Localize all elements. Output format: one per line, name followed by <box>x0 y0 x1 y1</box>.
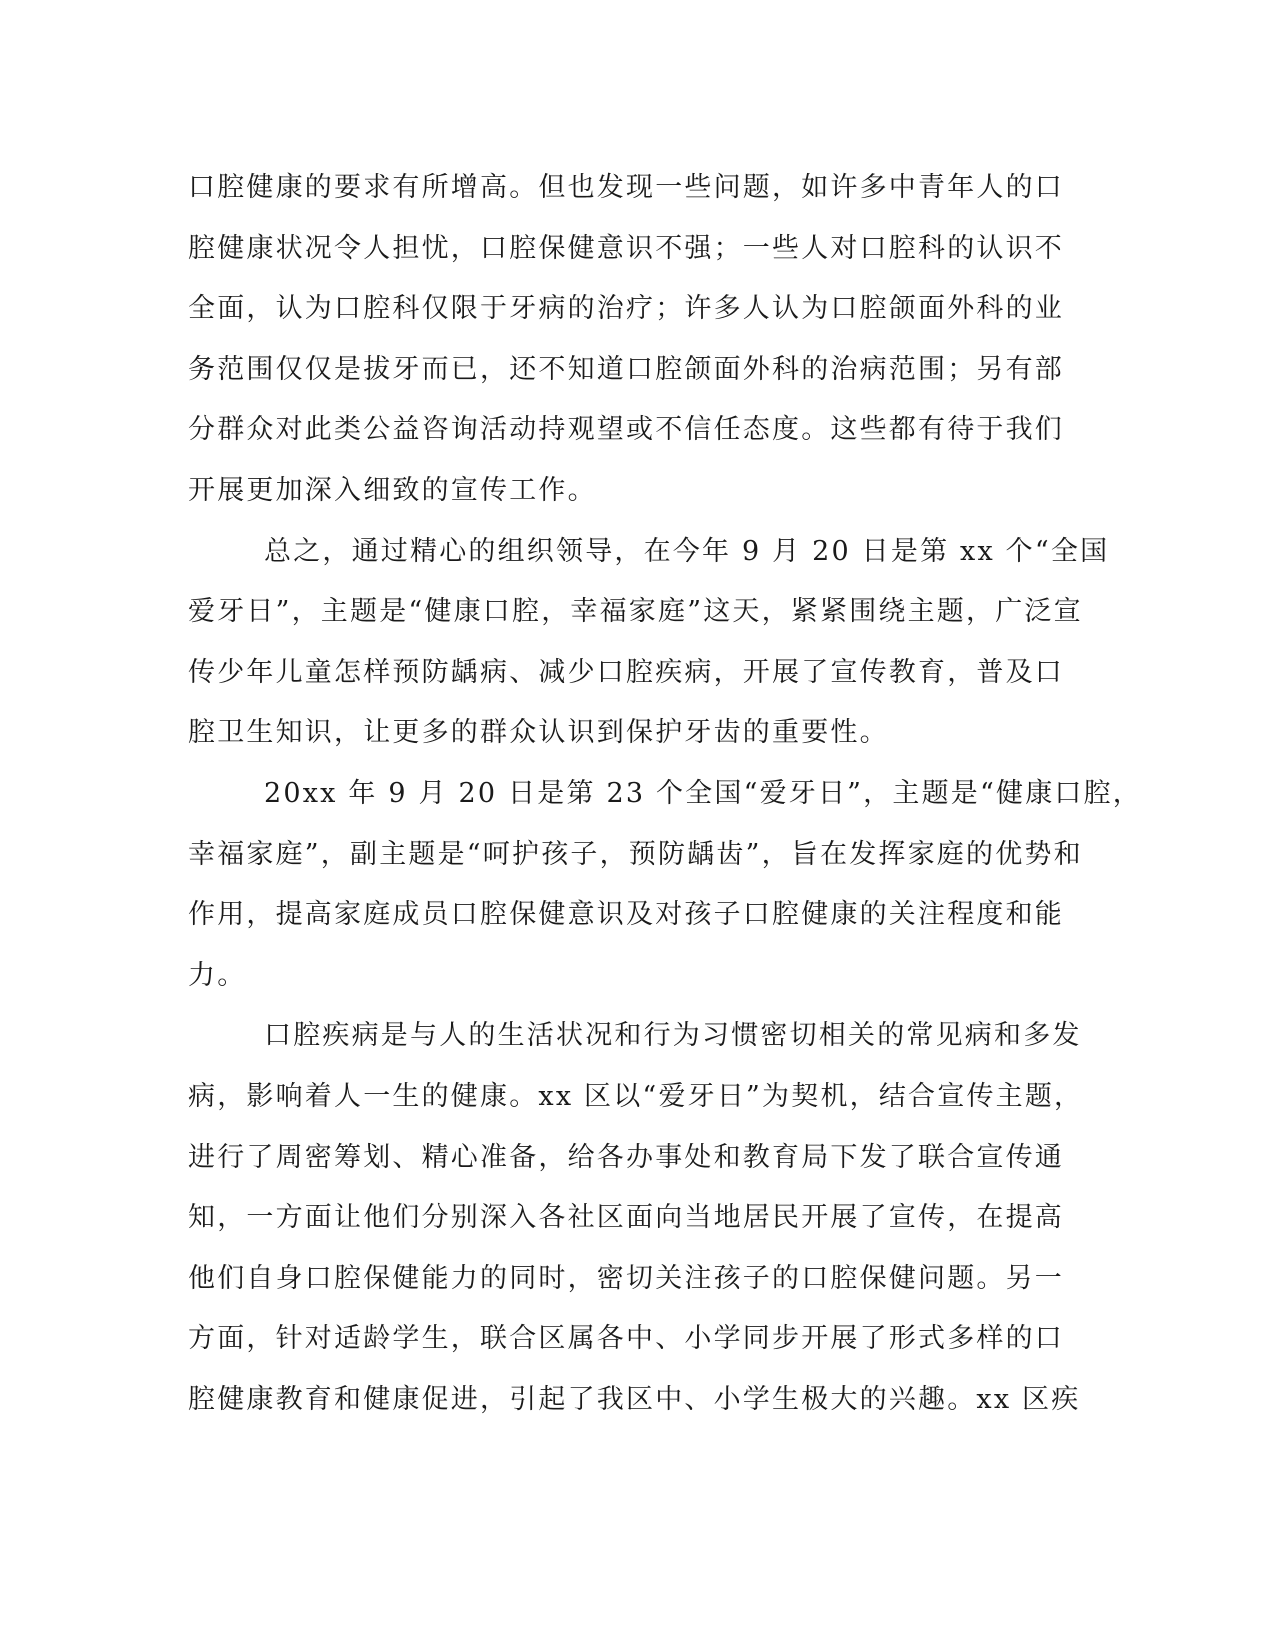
text-line: 全面，认为口腔科仅限于牙病的治疗；许多人认为口腔颌面外科的业 <box>188 293 1064 325</box>
text-line: 病，影响着人一生的健康。xx 区以“爱牙日”为契机，结合宣传主题， <box>188 1080 1084 1112</box>
text-line: 分群众对此类公益咨询活动持观望或不信任态度。这些都有待于我们 <box>188 414 1064 446</box>
paragraph-3 <box>188 764 1142 1006</box>
paragraph-2 <box>188 522 1110 764</box>
text-line: 口腔健康的要求有所增高。但也发现一些问题，如许多中青年人的口 <box>188 172 1064 203</box>
text-line: 腔健康状况令人担忧，口腔保健意识不强；一些人对口腔科的认识不 <box>188 232 1064 264</box>
document-body <box>188 158 1142 1430</box>
paragraph-4 <box>188 1006 1084 1430</box>
text-line: 腔卫生知识，让更多的群众认识到保护牙齿的重要性。 <box>188 717 889 749</box>
paragraph-1 <box>188 158 1068 522</box>
text-line: 他们自身口腔保健能力的同时，密切关注孩子的口腔保健问题。另一 <box>188 1262 1064 1294</box>
text-line: 开展更加深入细致的宣传工作。 <box>188 474 597 506</box>
text-line: 方面，针对适龄学生，联合区属各中、小学同步开展了形式多样的口 <box>188 1323 1064 1355</box>
text-line: 腔健康教育和健康促进，引起了我区中、小学生极大的兴趣。xx 区疾 <box>188 1383 1081 1415</box>
text-line: 进行了周密筹划、精心准备，给各办事处和教育局下发了联合宣传通 <box>188 1141 1064 1173</box>
text-line: 20xx 年 9 月 20 日是第 23 个全国“爱牙日”，主题是“健康口腔， <box>264 777 1142 809</box>
text-line: 作用，提高家庭成员口腔保健意识及对孩子口腔健康的关注程度和能 <box>188 899 1064 931</box>
text-line: 爱牙日”，主题是“健康口腔，幸福家庭”这天，紧紧围绕主题，广泛宣 <box>188 596 1083 628</box>
text-line: 知，一方面让他们分别深入各社区面向当地居民开展了宣传，在提高 <box>188 1202 1064 1234</box>
text-line: 力。 <box>188 959 247 991</box>
text-line: 传少年儿童怎样预防龋病、减少口腔疾病，开展了宣传教育，普及口 <box>188 656 1064 688</box>
text-line: 幸福家庭”，副主题是“呵护孩子，预防龋齿”，旨在发挥家庭的优势和 <box>188 838 1083 870</box>
text-line: 务范围仅仅是拔牙而已，还不知道口腔颌面外科的治病范围；另有部 <box>188 353 1064 385</box>
text-line: 口腔疾病是与人的生活状况和行为习惯密切相关的常见病和多发 <box>264 1020 1082 1052</box>
text-line: 总之，通过精心的组织领导，在今年 9 月 20 日是第 xx 个“全国 <box>264 535 1110 567</box>
